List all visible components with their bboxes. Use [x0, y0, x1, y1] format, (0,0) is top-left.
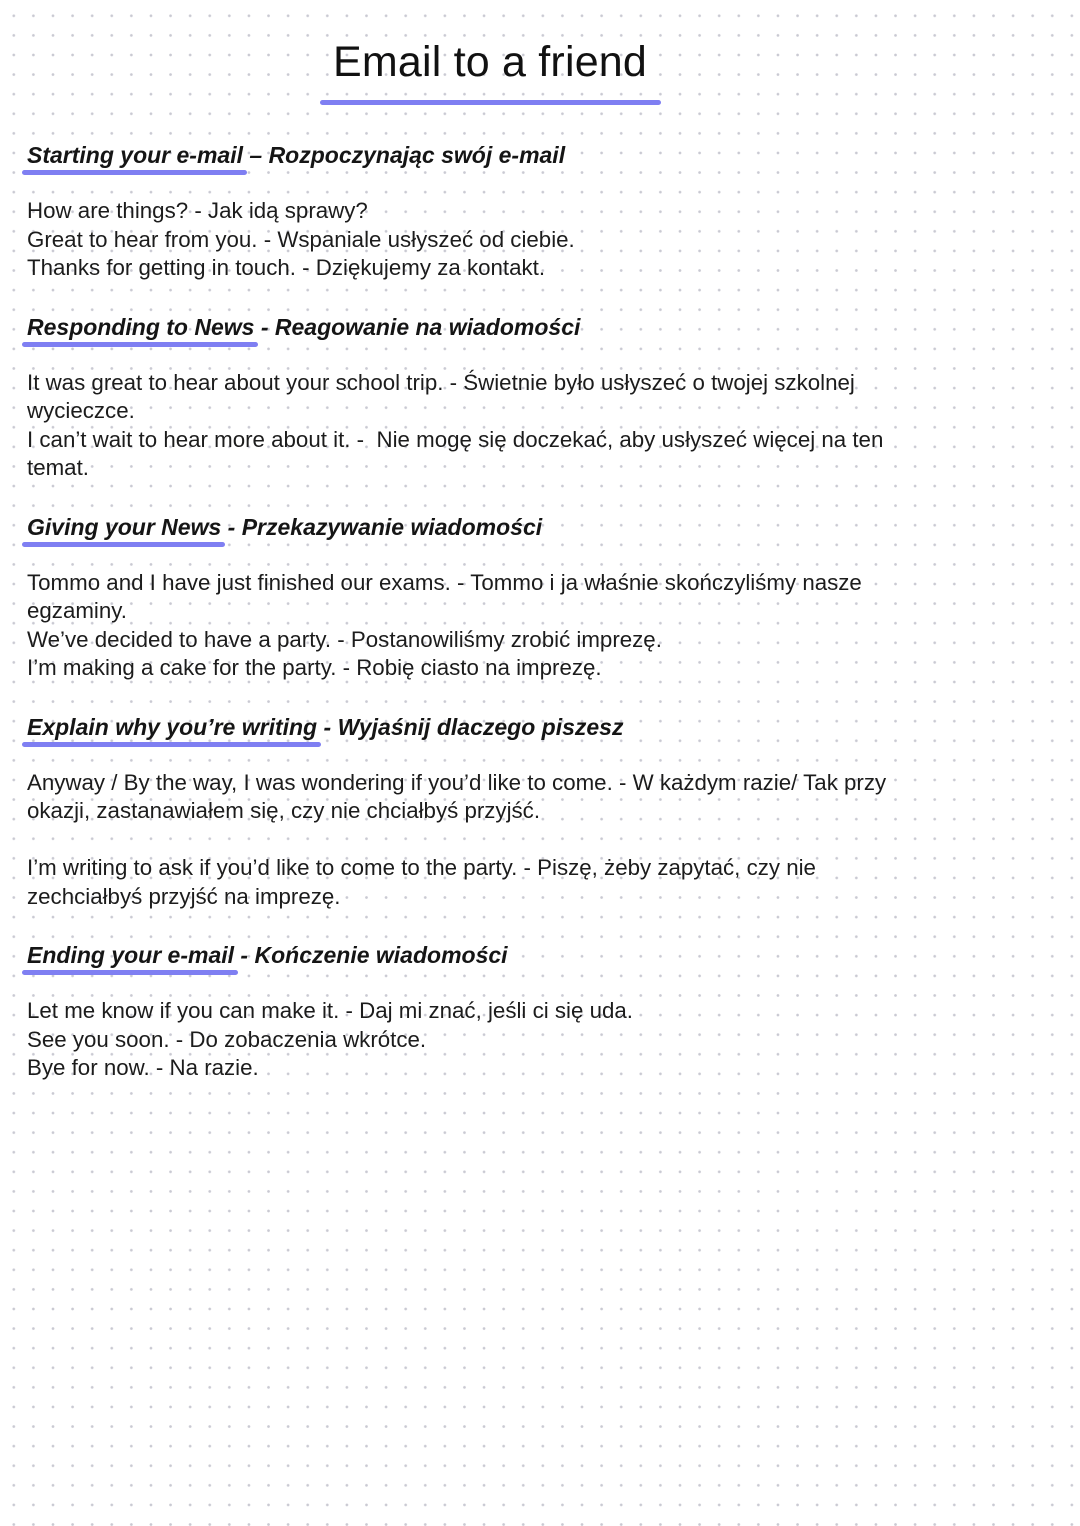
heading-english: Giving your News	[27, 513, 222, 540]
phrase-line: It was great to hear about your school trip. - Świetnie było usłyszeć o twojej szkolnej	[27, 369, 855, 395]
heading-highlight-underline	[27, 940, 234, 970]
section	[27, 512, 1027, 683]
paragraph-gap	[27, 826, 1027, 855]
section-heading	[27, 940, 1027, 970]
section-heading	[27, 140, 1027, 170]
section-heading	[27, 312, 1027, 342]
phrase-line: I can’t wait to hear more about it. - Nie mogę się doczekać, aby usłyszeć więcej na ten	[27, 426, 884, 452]
heading-separator: -	[234, 942, 255, 968]
phrase-paragraph	[27, 769, 1027, 826]
phrase-line: Tommo and I have just finished our exams. - Tommo i ja właśnie skończyliśmy nasze	[27, 569, 862, 595]
phrase-line: wycieczce.	[27, 398, 135, 423]
heading-polish: Przekazywanie wiadomości	[241, 513, 543, 540]
section-gap	[27, 911, 1027, 940]
phrase-line: Anyway / By the way, I was wondering if you’d like to come. - W każdym razie/ Tak przy	[27, 769, 887, 795]
heading-english: Ending your e-mail	[27, 942, 235, 968]
phrase-line: Thanks for getting in touch. - Dziękujemy za kontakt.	[27, 255, 546, 280]
phrase-line: I’m writing to ask if you’d like to come to the party. - Piszę, żeby zapytać, czy nie	[27, 855, 816, 880]
heading-separator: -	[221, 513, 242, 540]
section-heading	[27, 712, 1027, 742]
phrase-line: egzaminy.	[27, 598, 127, 623]
heading-english: Starting your e-mail	[27, 142, 243, 168]
heading-polish: Wyjaśnij dlaczego piszesz	[337, 713, 624, 740]
page-title-text: Email to a friend	[332, 38, 648, 86]
phrase-line: See you soon. - Do zobaczenia wkrótce.	[27, 1026, 427, 1052]
phrase-line: I’m making a cake for the party. - Robię ciasto na imprezę.	[27, 655, 602, 680]
title-underline	[320, 100, 661, 105]
section-gap	[27, 283, 1027, 312]
phrase-line: Bye for now. - Na razie.	[27, 1055, 259, 1080]
section	[27, 712, 1027, 912]
heading-separator: –	[242, 142, 269, 168]
phrase-line: Let me know if you can make it. - Daj mi znać, jeśli ci się uda.	[27, 998, 633, 1023]
heading-highlight-underline	[27, 312, 254, 342]
section	[27, 940, 1027, 1083]
phrase-line: okazji, zastanawiałem się, czy nie chciałbyś przyjść.	[27, 798, 541, 823]
section-gap	[27, 683, 1027, 712]
heading-polish: Rozpoczynając swój e-mail	[268, 142, 566, 168]
phrase-line: Great to hear from you. - Wspaniale usłyszeć od ciebie.	[27, 226, 575, 252]
phrase-line: temat.	[27, 455, 89, 480]
heading-english: Responding to News	[27, 313, 255, 340]
phrase-paragraph	[27, 997, 1027, 1083]
section-heading	[27, 512, 1027, 542]
page-title	[333, 38, 647, 87]
heading-highlight-underline	[27, 512, 221, 542]
phrase-line: zechciałbyś przyjść na imprezę.	[27, 883, 341, 909]
section	[27, 312, 1027, 483]
heading-separator: -	[254, 313, 275, 340]
heading-separator: -	[317, 713, 338, 740]
phrase-paragraph	[27, 569, 1027, 683]
heading-highlight-underline	[27, 712, 317, 742]
phrase-paragraph	[27, 369, 1027, 483]
phrase-paragraph	[27, 854, 1027, 911]
phrase-line: How are things? - Jak idą sprawy?	[27, 198, 368, 223]
phrase-paragraph	[27, 197, 1027, 283]
section-gap	[27, 483, 1027, 512]
phrase-line: We’ve decided to have a party. - Postanowiliśmy zrobić imprezę.	[27, 626, 662, 652]
section	[27, 140, 1027, 283]
heading-english: Explain why you’re writing	[27, 713, 318, 740]
heading-highlight-underline	[27, 140, 243, 170]
heading-polish: Kończenie wiadomości	[254, 942, 508, 968]
title-wrapper	[0, 38, 1080, 87]
content-body	[27, 140, 1027, 1083]
heading-polish: Reagowanie na wiadomości	[274, 313, 581, 340]
